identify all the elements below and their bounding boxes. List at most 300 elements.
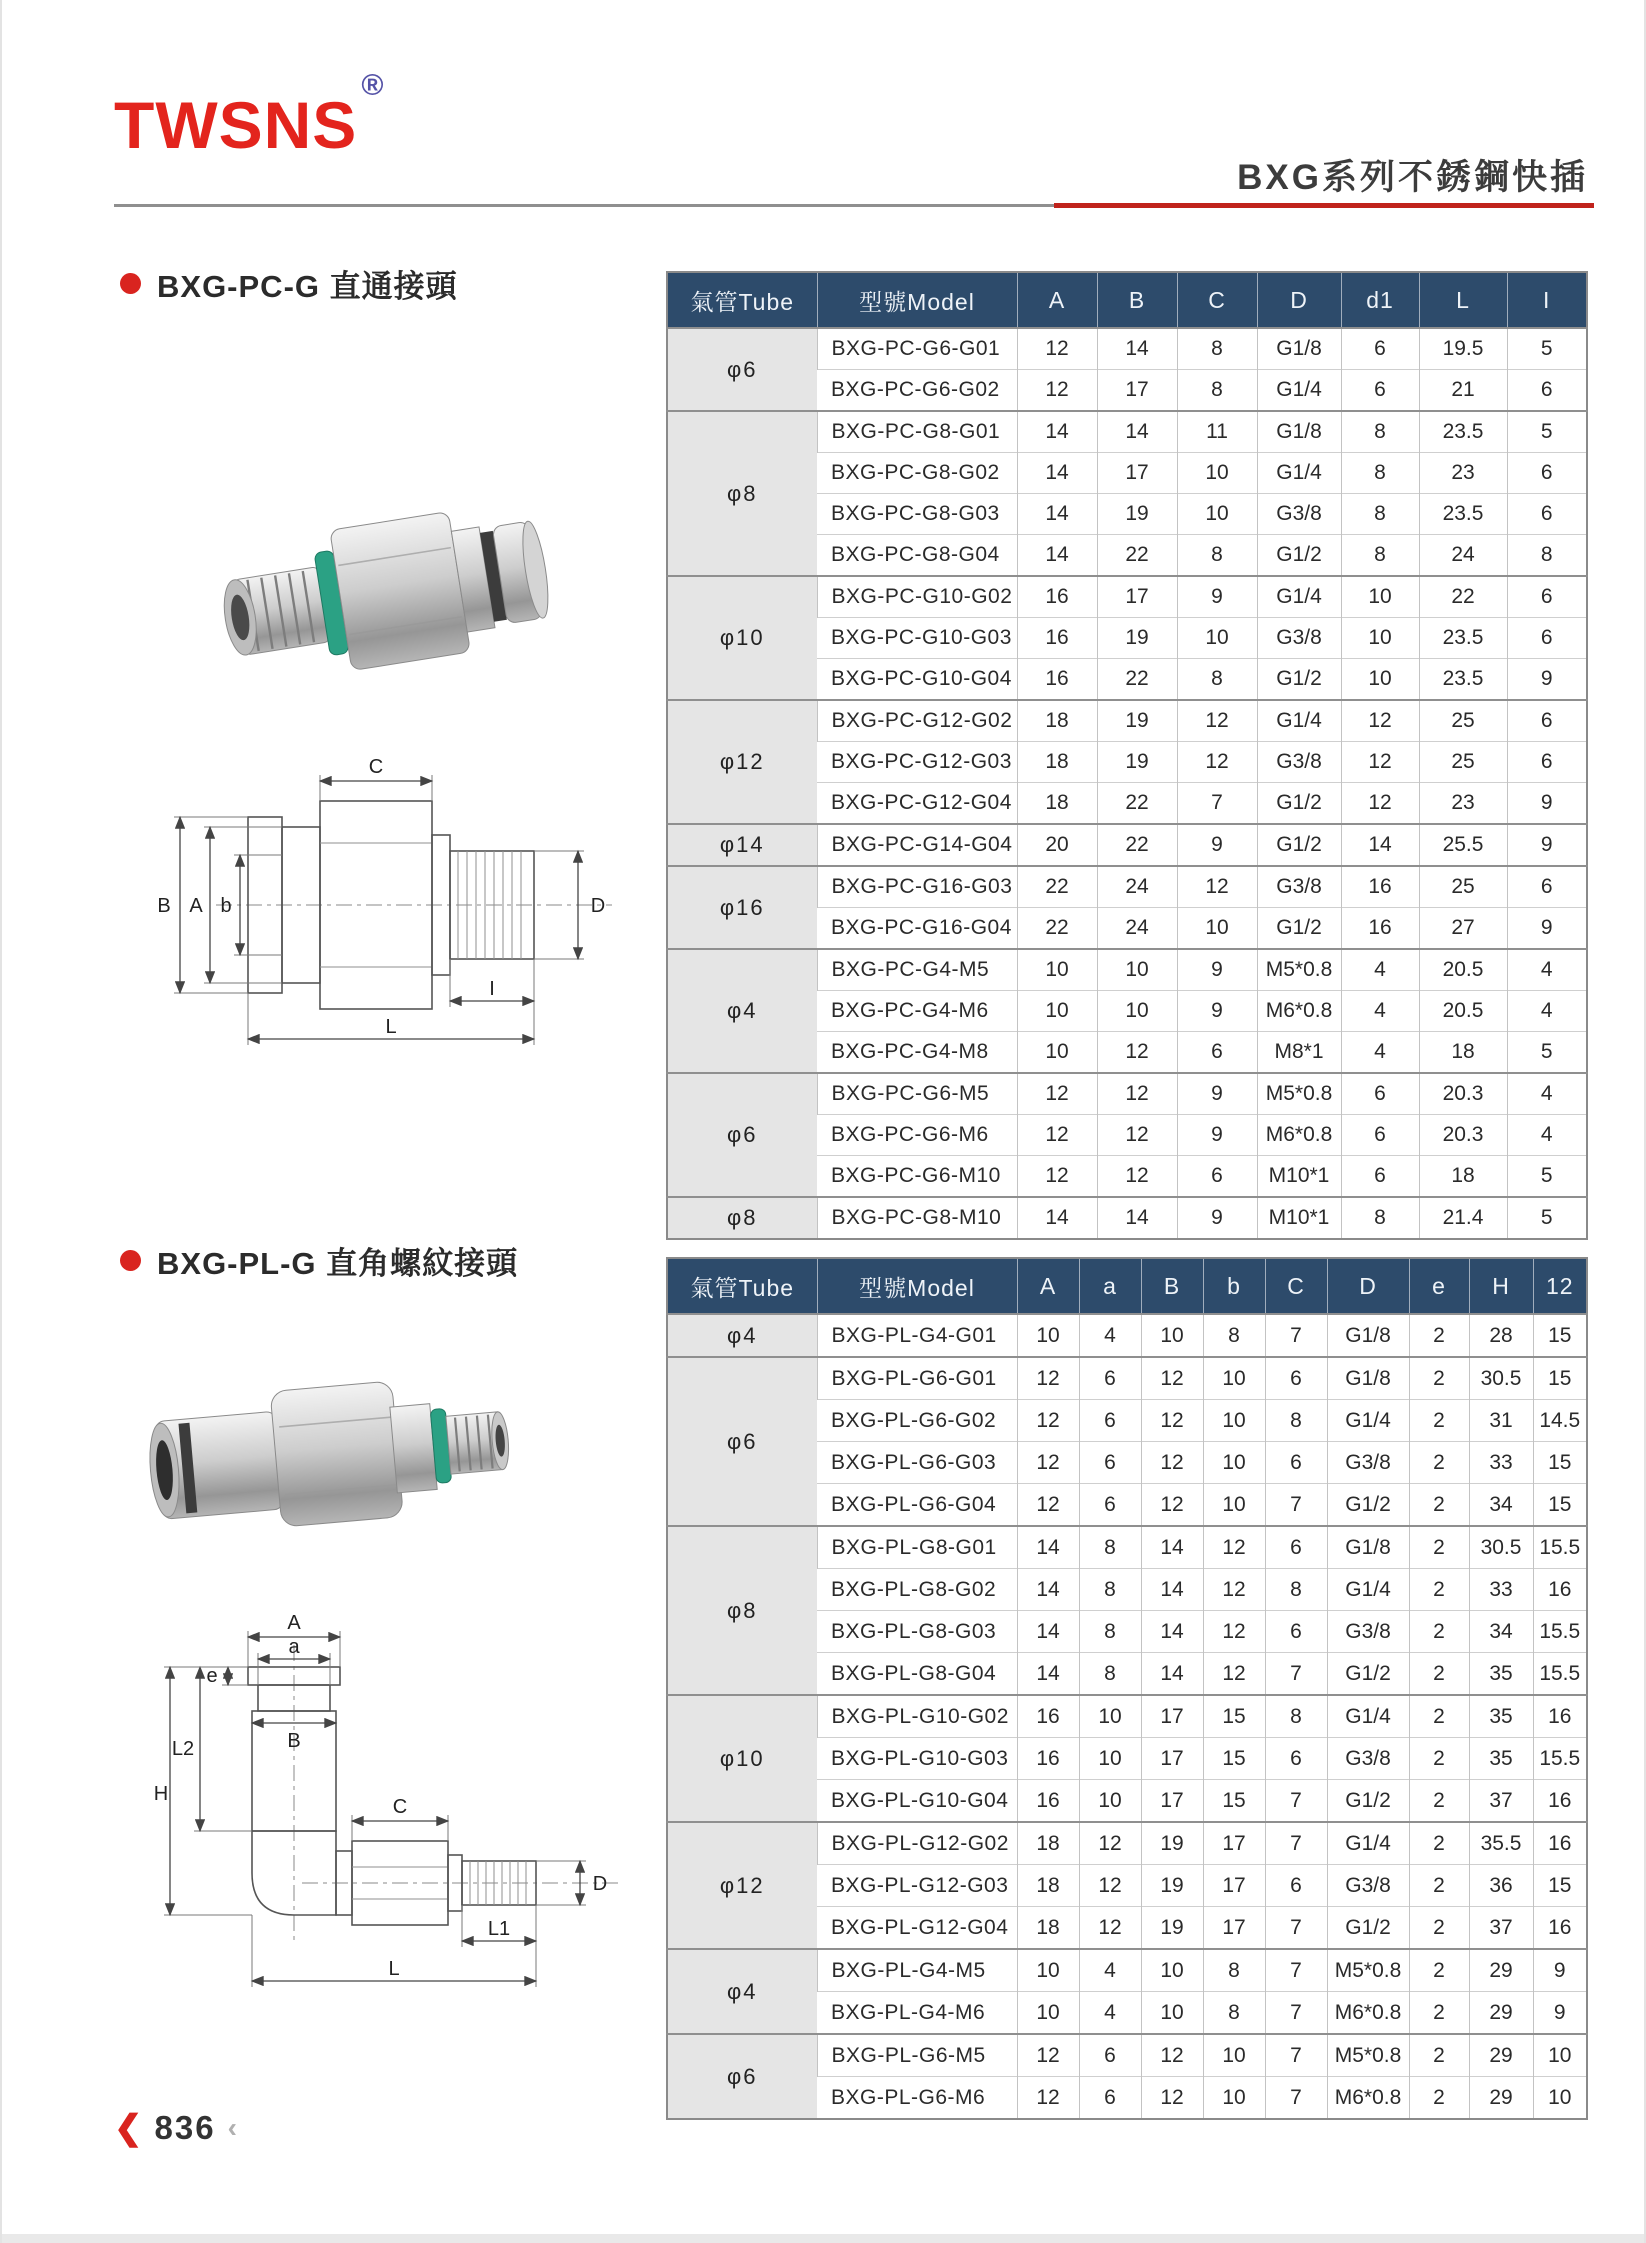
dim-label-B: B bbox=[287, 1730, 301, 1752]
value-cell: 29 bbox=[1469, 1949, 1533, 1992]
value-cell: 14 bbox=[1017, 1611, 1079, 1653]
value-cell: 24 bbox=[1097, 866, 1177, 908]
dim-label-D: D bbox=[590, 895, 606, 917]
value-cell: 10 bbox=[1177, 494, 1257, 535]
value-cell: 6 bbox=[1265, 1442, 1327, 1484]
model-cell: BXG-PC-G10-G03 bbox=[817, 618, 1017, 659]
value-cell: 6 bbox=[1507, 370, 1587, 412]
value-cell: 6 bbox=[1079, 1400, 1141, 1442]
value-cell: 8 bbox=[1341, 453, 1419, 494]
value-cell: 19 bbox=[1141, 1865, 1203, 1907]
threaded-port bbox=[390, 1397, 512, 1493]
col-header: C bbox=[1177, 272, 1257, 328]
table-header-row bbox=[667, 272, 1587, 328]
value-cell: 20.3 bbox=[1419, 1073, 1507, 1115]
value-cell: 20 bbox=[1017, 824, 1097, 866]
tube-size-cell: φ12 bbox=[667, 1822, 817, 1949]
value-cell: G3/8 bbox=[1327, 1442, 1409, 1484]
value-cell: 17 bbox=[1203, 1865, 1265, 1907]
value-cell: 2 bbox=[1409, 1442, 1469, 1484]
value-cell: 8 bbox=[1079, 1611, 1141, 1653]
value-cell: 15 bbox=[1533, 1484, 1587, 1527]
value-cell: 6 bbox=[1265, 1865, 1327, 1907]
model-cell: BXG-PL-G6-G03 bbox=[817, 1442, 1017, 1484]
model-cell: BXG-PL-G6-M6 bbox=[817, 2077, 1017, 2120]
value-cell: 8 bbox=[1079, 1653, 1141, 1696]
table-row bbox=[667, 824, 1587, 866]
value-cell: 16 bbox=[1533, 1695, 1587, 1738]
value-cell: 12 bbox=[1017, 2077, 1079, 2120]
value-cell: 29 bbox=[1469, 2077, 1533, 2120]
col-header: B bbox=[1097, 272, 1177, 328]
value-cell: 12 bbox=[1203, 1569, 1265, 1611]
value-cell: 10 bbox=[1533, 2034, 1587, 2077]
value-cell: 10 bbox=[1079, 1738, 1141, 1780]
tube-size-cell: φ10 bbox=[667, 1695, 817, 1822]
value-cell: M5*0.8 bbox=[1327, 1949, 1409, 1992]
value-cell: 4 bbox=[1341, 991, 1419, 1032]
value-cell: 22 bbox=[1097, 824, 1177, 866]
value-cell: 16 bbox=[1017, 1738, 1079, 1780]
value-cell: 35 bbox=[1469, 1653, 1533, 1696]
page-number: 836 bbox=[154, 2109, 216, 2146]
value-cell: G1/4 bbox=[1257, 576, 1341, 618]
col-header: a bbox=[1079, 1258, 1141, 1314]
value-cell: 18 bbox=[1017, 1865, 1079, 1907]
value-cell: 16 bbox=[1533, 1780, 1587, 1823]
value-cell: 7 bbox=[1265, 1992, 1327, 2035]
value-cell: 6 bbox=[1341, 328, 1419, 370]
value-cell: 6 bbox=[1265, 1611, 1327, 1653]
value-cell: 7 bbox=[1265, 1484, 1327, 1527]
value-cell: 7 bbox=[1265, 1314, 1327, 1357]
value-cell: 14 bbox=[1341, 824, 1419, 866]
value-cell: G1/4 bbox=[1257, 370, 1341, 412]
model-cell: BXG-PC-G12-G03 bbox=[817, 742, 1017, 783]
dim-label-L: L bbox=[388, 1958, 400, 1980]
value-cell: 12 bbox=[1017, 1484, 1079, 1527]
value-cell: 2 bbox=[1409, 1484, 1469, 1527]
value-cell: 9 bbox=[1177, 824, 1257, 866]
value-cell: 36 bbox=[1469, 1865, 1533, 1907]
product-photo-straight-fitting bbox=[207, 465, 607, 715]
tube-size-cell: φ14 bbox=[667, 824, 817, 866]
table-row bbox=[667, 1197, 1587, 1239]
tube-size-cell: φ16 bbox=[667, 866, 817, 949]
value-cell: 12 bbox=[1017, 1073, 1097, 1115]
table-row bbox=[667, 1314, 1587, 1357]
value-cell: 8 bbox=[1203, 1949, 1265, 1992]
value-cell: 16 bbox=[1017, 1695, 1079, 1738]
value-cell: 12 bbox=[1097, 1115, 1177, 1156]
value-cell: 10 bbox=[1141, 1992, 1203, 2035]
value-cell: 10 bbox=[1341, 576, 1419, 618]
value-cell: 19 bbox=[1097, 494, 1177, 535]
value-cell: 10 bbox=[1079, 1695, 1141, 1738]
table-row bbox=[667, 1073, 1587, 1115]
value-cell: 6 bbox=[1507, 576, 1587, 618]
value-cell: 15.5 bbox=[1533, 1526, 1587, 1569]
value-cell: 8 bbox=[1203, 1992, 1265, 2035]
value-cell: 12 bbox=[1017, 370, 1097, 412]
value-cell: 2 bbox=[1409, 2077, 1469, 2120]
value-cell: 12 bbox=[1141, 1357, 1203, 1400]
value-cell: 21.4 bbox=[1419, 1197, 1507, 1239]
value-cell: 2 bbox=[1409, 1314, 1469, 1357]
model-cell: BXG-PL-G4-G01 bbox=[817, 1314, 1017, 1357]
value-cell: 12 bbox=[1097, 1156, 1177, 1198]
model-cell: BXG-PC-G10-G04 bbox=[817, 659, 1017, 701]
value-cell: 23.5 bbox=[1419, 411, 1507, 453]
value-cell: 15 bbox=[1533, 1314, 1587, 1357]
value-cell: 4 bbox=[1507, 1073, 1587, 1115]
value-cell: 9 bbox=[1507, 659, 1587, 701]
table-row bbox=[667, 576, 1587, 618]
value-cell: G1/2 bbox=[1257, 908, 1341, 950]
value-cell: 4 bbox=[1079, 1992, 1141, 2035]
value-cell: 6 bbox=[1507, 700, 1587, 742]
value-cell: 12 bbox=[1017, 1442, 1079, 1484]
table-row bbox=[667, 1526, 1587, 1569]
value-cell: 12 bbox=[1017, 1357, 1079, 1400]
value-cell: 7 bbox=[1265, 1653, 1327, 1696]
value-cell: 9 bbox=[1177, 1115, 1257, 1156]
model-cell: BXG-PC-G8-G03 bbox=[817, 494, 1017, 535]
dim-label-D: D bbox=[592, 1873, 608, 1895]
value-cell: 4 bbox=[1341, 949, 1419, 991]
value-cell: 10 bbox=[1177, 908, 1257, 950]
value-cell: 8 bbox=[1341, 535, 1419, 577]
col-header: I bbox=[1507, 272, 1587, 328]
value-cell: 16 bbox=[1017, 576, 1097, 618]
value-cell: 18 bbox=[1017, 1822, 1079, 1865]
value-cell: 16 bbox=[1341, 866, 1419, 908]
tube-size-cell: φ6 bbox=[667, 1357, 817, 1526]
hex-body bbox=[330, 512, 471, 671]
model-cell: BXG-PC-G6-G02 bbox=[817, 370, 1017, 412]
value-cell: 17 bbox=[1203, 1822, 1265, 1865]
value-cell: 37 bbox=[1469, 1907, 1533, 1950]
dim-label-C: C bbox=[368, 756, 384, 778]
value-cell: 6 bbox=[1507, 618, 1587, 659]
tube-size-cell: φ6 bbox=[667, 1073, 817, 1197]
value-cell: 14 bbox=[1097, 1197, 1177, 1239]
value-cell: 8 bbox=[1177, 535, 1257, 577]
dim-label-A: A bbox=[189, 895, 203, 917]
value-cell: 18 bbox=[1017, 1907, 1079, 1950]
value-cell: G1/2 bbox=[1257, 824, 1341, 866]
value-cell: 22 bbox=[1097, 783, 1177, 825]
value-cell: M5*0.8 bbox=[1327, 2034, 1409, 2077]
model-cell: BXG-PL-G6-G01 bbox=[817, 1357, 1017, 1400]
col-header: A bbox=[1017, 1258, 1079, 1314]
value-cell: 15.5 bbox=[1533, 1611, 1587, 1653]
value-cell: 2 bbox=[1409, 1822, 1469, 1865]
value-cell: 17 bbox=[1097, 370, 1177, 412]
model-cell: BXG-PL-G4-M5 bbox=[817, 1949, 1017, 1992]
tube-size-cell: φ12 bbox=[667, 700, 817, 824]
value-cell: G1/2 bbox=[1257, 659, 1341, 701]
value-cell: 16 bbox=[1017, 618, 1097, 659]
value-cell: 7 bbox=[1265, 1822, 1327, 1865]
value-cell: 12 bbox=[1017, 1156, 1097, 1198]
value-cell: 2 bbox=[1409, 1611, 1469, 1653]
value-cell: 6 bbox=[1177, 1156, 1257, 1198]
dim-label-H: H bbox=[153, 1783, 169, 1805]
value-cell: G3/8 bbox=[1327, 1738, 1409, 1780]
value-cell: 33 bbox=[1469, 1442, 1533, 1484]
dim-label-L1: L1 bbox=[487, 1918, 511, 1940]
value-cell: G3/8 bbox=[1257, 618, 1341, 659]
value-cell: G1/8 bbox=[1327, 1526, 1409, 1569]
value-cell: 9 bbox=[1533, 1992, 1587, 2035]
tube-size-cell: φ6 bbox=[667, 2034, 817, 2119]
value-cell: 6 bbox=[1265, 1526, 1327, 1569]
section-1-title-text: BXG-PC-G 直通接頭 bbox=[157, 269, 458, 304]
value-cell: 14 bbox=[1017, 411, 1097, 453]
value-cell: 12 bbox=[1141, 1442, 1203, 1484]
value-cell: 21 bbox=[1419, 370, 1507, 412]
model-cell: BXG-PL-G6-M5 bbox=[817, 2034, 1017, 2077]
elbow-body bbox=[270, 1381, 403, 1527]
value-cell: 12 bbox=[1097, 1073, 1177, 1115]
value-cell: 14.5 bbox=[1533, 1400, 1587, 1442]
section-2-title bbox=[120, 1238, 518, 1283]
value-cell: 5 bbox=[1507, 1032, 1587, 1074]
value-cell: 12 bbox=[1341, 742, 1419, 783]
value-cell: G3/8 bbox=[1257, 866, 1341, 908]
value-cell: 6 bbox=[1341, 1115, 1419, 1156]
value-cell: 17 bbox=[1141, 1780, 1203, 1823]
model-cell: BXG-PL-G6-G04 bbox=[817, 1484, 1017, 1527]
value-cell: 14 bbox=[1017, 1526, 1079, 1569]
table-row bbox=[667, 866, 1587, 908]
value-cell: 12 bbox=[1079, 1822, 1141, 1865]
value-cell: 17 bbox=[1141, 1695, 1203, 1738]
value-cell: 8 bbox=[1341, 494, 1419, 535]
value-cell: 17 bbox=[1097, 576, 1177, 618]
table-row bbox=[667, 2034, 1587, 2077]
value-cell: G1/2 bbox=[1257, 535, 1341, 577]
value-cell: 8 bbox=[1265, 1695, 1327, 1738]
value-cell: 7 bbox=[1265, 1780, 1327, 1823]
value-cell: 2 bbox=[1409, 1695, 1469, 1738]
value-cell: 9 bbox=[1177, 1197, 1257, 1239]
col-header: H bbox=[1469, 1258, 1533, 1314]
value-cell: 16 bbox=[1017, 659, 1097, 701]
value-cell: 12 bbox=[1017, 1115, 1097, 1156]
value-cell: 18 bbox=[1017, 700, 1097, 742]
model-cell: BXG-PL-G4-M6 bbox=[817, 1992, 1017, 2035]
value-cell: 7 bbox=[1265, 2034, 1327, 2077]
value-cell: 16 bbox=[1533, 1822, 1587, 1865]
value-cell: 4 bbox=[1507, 991, 1587, 1032]
dim-label-L2: L2 bbox=[171, 1738, 195, 1760]
value-cell: 29 bbox=[1469, 1992, 1533, 2035]
value-cell: 9 bbox=[1507, 783, 1587, 825]
model-cell: BXG-PC-G8-G01 bbox=[817, 411, 1017, 453]
value-cell: 27 bbox=[1419, 908, 1507, 950]
dim-label-L: L bbox=[385, 1016, 397, 1038]
value-cell: 6 bbox=[1507, 494, 1587, 535]
value-cell: G1/2 bbox=[1257, 783, 1341, 825]
value-cell: 12 bbox=[1141, 1484, 1203, 1527]
model-cell: BXG-PC-G10-G02 bbox=[817, 576, 1017, 618]
value-cell: 6 bbox=[1079, 1357, 1141, 1400]
value-cell: 16 bbox=[1533, 1907, 1587, 1950]
value-cell: G1/8 bbox=[1327, 1357, 1409, 1400]
value-cell: 16 bbox=[1341, 908, 1419, 950]
value-cell: 14 bbox=[1141, 1653, 1203, 1696]
value-cell: 2 bbox=[1409, 1949, 1469, 1992]
value-cell: 23.5 bbox=[1419, 659, 1507, 701]
value-cell: G1/4 bbox=[1257, 453, 1341, 494]
model-cell: BXG-PL-G6-G02 bbox=[817, 1400, 1017, 1442]
value-cell: 22 bbox=[1097, 535, 1177, 577]
model-cell: BXG-PL-G12-G04 bbox=[817, 1907, 1017, 1950]
value-cell: 12 bbox=[1141, 2077, 1203, 2120]
value-cell: 19 bbox=[1097, 618, 1177, 659]
value-cell: 5 bbox=[1507, 1197, 1587, 1239]
value-cell: 14 bbox=[1141, 1526, 1203, 1569]
threaded-end bbox=[219, 567, 330, 658]
value-cell: 6 bbox=[1341, 1073, 1419, 1115]
product-photo-elbow-fitting bbox=[142, 1322, 532, 1592]
model-cell: BXG-PC-G6-M6 bbox=[817, 1115, 1017, 1156]
model-cell: BXG-PC-G16-G03 bbox=[817, 866, 1017, 908]
brand-logo-text: TWSNS bbox=[114, 88, 358, 162]
value-cell: 10 bbox=[1203, 1484, 1265, 1527]
value-cell: M10*1 bbox=[1257, 1156, 1341, 1198]
value-cell: 8 bbox=[1177, 370, 1257, 412]
header-rule bbox=[114, 204, 1054, 207]
value-cell: 15 bbox=[1533, 1442, 1587, 1484]
value-cell: 19 bbox=[1141, 1822, 1203, 1865]
red-bullet-icon bbox=[120, 273, 141, 294]
value-cell: 2 bbox=[1409, 1357, 1469, 1400]
value-cell: 6 bbox=[1507, 453, 1587, 494]
registered-trademark-icon: ® bbox=[361, 69, 385, 102]
value-cell: 2 bbox=[1409, 1400, 1469, 1442]
col-header: D bbox=[1257, 272, 1341, 328]
value-cell: 7 bbox=[1265, 1949, 1327, 1992]
value-cell: G1/4 bbox=[1327, 1695, 1409, 1738]
value-cell: 15 bbox=[1203, 1738, 1265, 1780]
value-cell: 10 bbox=[1017, 949, 1097, 991]
value-cell: 12 bbox=[1141, 2034, 1203, 2077]
page-footer bbox=[114, 2108, 237, 2148]
col-header: A bbox=[1017, 272, 1097, 328]
value-cell: 2 bbox=[1409, 1865, 1469, 1907]
page-bottom-edge bbox=[2, 2234, 1644, 2243]
value-cell: 10 bbox=[1017, 991, 1097, 1032]
table-row bbox=[667, 1357, 1587, 1400]
value-cell: 23.5 bbox=[1419, 494, 1507, 535]
value-cell: 6 bbox=[1079, 1442, 1141, 1484]
value-cell: 4 bbox=[1341, 1032, 1419, 1074]
value-cell: 6 bbox=[1079, 1484, 1141, 1527]
value-cell: G1/4 bbox=[1257, 700, 1341, 742]
value-cell: G3/8 bbox=[1327, 1865, 1409, 1907]
value-cell: 12 bbox=[1097, 1032, 1177, 1074]
model-cell: BXG-PC-G16-G04 bbox=[817, 908, 1017, 950]
value-cell: M6*0.8 bbox=[1257, 1115, 1341, 1156]
value-cell: 37 bbox=[1469, 1780, 1533, 1823]
value-cell: M8*1 bbox=[1257, 1032, 1341, 1074]
value-cell: 14 bbox=[1017, 1197, 1097, 1239]
col-header: b bbox=[1203, 1258, 1265, 1314]
model-cell: BXG-PC-G4-M6 bbox=[817, 991, 1017, 1032]
value-cell: 12 bbox=[1341, 700, 1419, 742]
table-row bbox=[667, 1695, 1587, 1738]
col-header-tube: 氣管Tube bbox=[667, 272, 817, 328]
value-cell: 2 bbox=[1409, 1992, 1469, 2035]
value-cell: 10 bbox=[1079, 1780, 1141, 1823]
value-cell: 6 bbox=[1341, 370, 1419, 412]
value-cell: 14 bbox=[1097, 328, 1177, 370]
value-cell: 12 bbox=[1177, 700, 1257, 742]
value-cell: G1/8 bbox=[1257, 328, 1341, 370]
value-cell: 4 bbox=[1507, 949, 1587, 991]
value-cell: 15.5 bbox=[1533, 1653, 1587, 1696]
tube-size-cell: φ8 bbox=[667, 411, 817, 576]
value-cell: 19 bbox=[1141, 1907, 1203, 1950]
value-cell: 15 bbox=[1533, 1865, 1587, 1907]
spec-table-2 bbox=[666, 1257, 1588, 2120]
value-cell: 9 bbox=[1177, 949, 1257, 991]
value-cell: G3/8 bbox=[1257, 494, 1341, 535]
value-cell: 14 bbox=[1141, 1611, 1203, 1653]
value-cell: G1/4 bbox=[1327, 1400, 1409, 1442]
table-row bbox=[667, 700, 1587, 742]
value-cell: 30.5 bbox=[1469, 1526, 1533, 1569]
value-cell: 10 bbox=[1017, 1949, 1079, 1992]
value-cell: 15 bbox=[1533, 1357, 1587, 1400]
model-cell: BXG-PL-G10-G03 bbox=[817, 1738, 1017, 1780]
value-cell: 9 bbox=[1177, 991, 1257, 1032]
value-cell: 35 bbox=[1469, 1738, 1533, 1780]
value-cell: G1/2 bbox=[1327, 1907, 1409, 1950]
value-cell: 4 bbox=[1079, 1314, 1141, 1357]
col-header: e bbox=[1409, 1258, 1469, 1314]
model-cell: BXG-PL-G12-G02 bbox=[817, 1822, 1017, 1865]
value-cell: 10 bbox=[1533, 2077, 1587, 2120]
tube-size-cell: φ8 bbox=[667, 1526, 817, 1695]
model-cell: BXG-PC-G6-M5 bbox=[817, 1073, 1017, 1115]
value-cell: 10 bbox=[1203, 2034, 1265, 2077]
col-header: 12 bbox=[1533, 1258, 1587, 1314]
push-in-end bbox=[451, 518, 553, 632]
value-cell: 23 bbox=[1419, 453, 1507, 494]
value-cell: 5 bbox=[1507, 1156, 1587, 1198]
value-cell: 14 bbox=[1017, 453, 1097, 494]
value-cell: 19.5 bbox=[1419, 328, 1507, 370]
value-cell: 33 bbox=[1469, 1569, 1533, 1611]
value-cell: 2 bbox=[1409, 1738, 1469, 1780]
value-cell: 7 bbox=[1265, 2077, 1327, 2120]
model-cell: BXG-PL-G8-G04 bbox=[817, 1653, 1017, 1696]
col-header: B bbox=[1141, 1258, 1203, 1314]
model-cell: BXG-PC-G6-M10 bbox=[817, 1156, 1017, 1198]
value-cell: 35.5 bbox=[1469, 1822, 1533, 1865]
value-cell: 2 bbox=[1409, 1780, 1469, 1823]
model-cell: BXG-PL-G12-G03 bbox=[817, 1865, 1017, 1907]
value-cell: 25 bbox=[1419, 866, 1507, 908]
tube-size-cell: φ8 bbox=[667, 1197, 817, 1239]
value-cell: 12 bbox=[1203, 1653, 1265, 1696]
value-cell: 10 bbox=[1141, 1314, 1203, 1357]
value-cell: 5 bbox=[1507, 411, 1587, 453]
